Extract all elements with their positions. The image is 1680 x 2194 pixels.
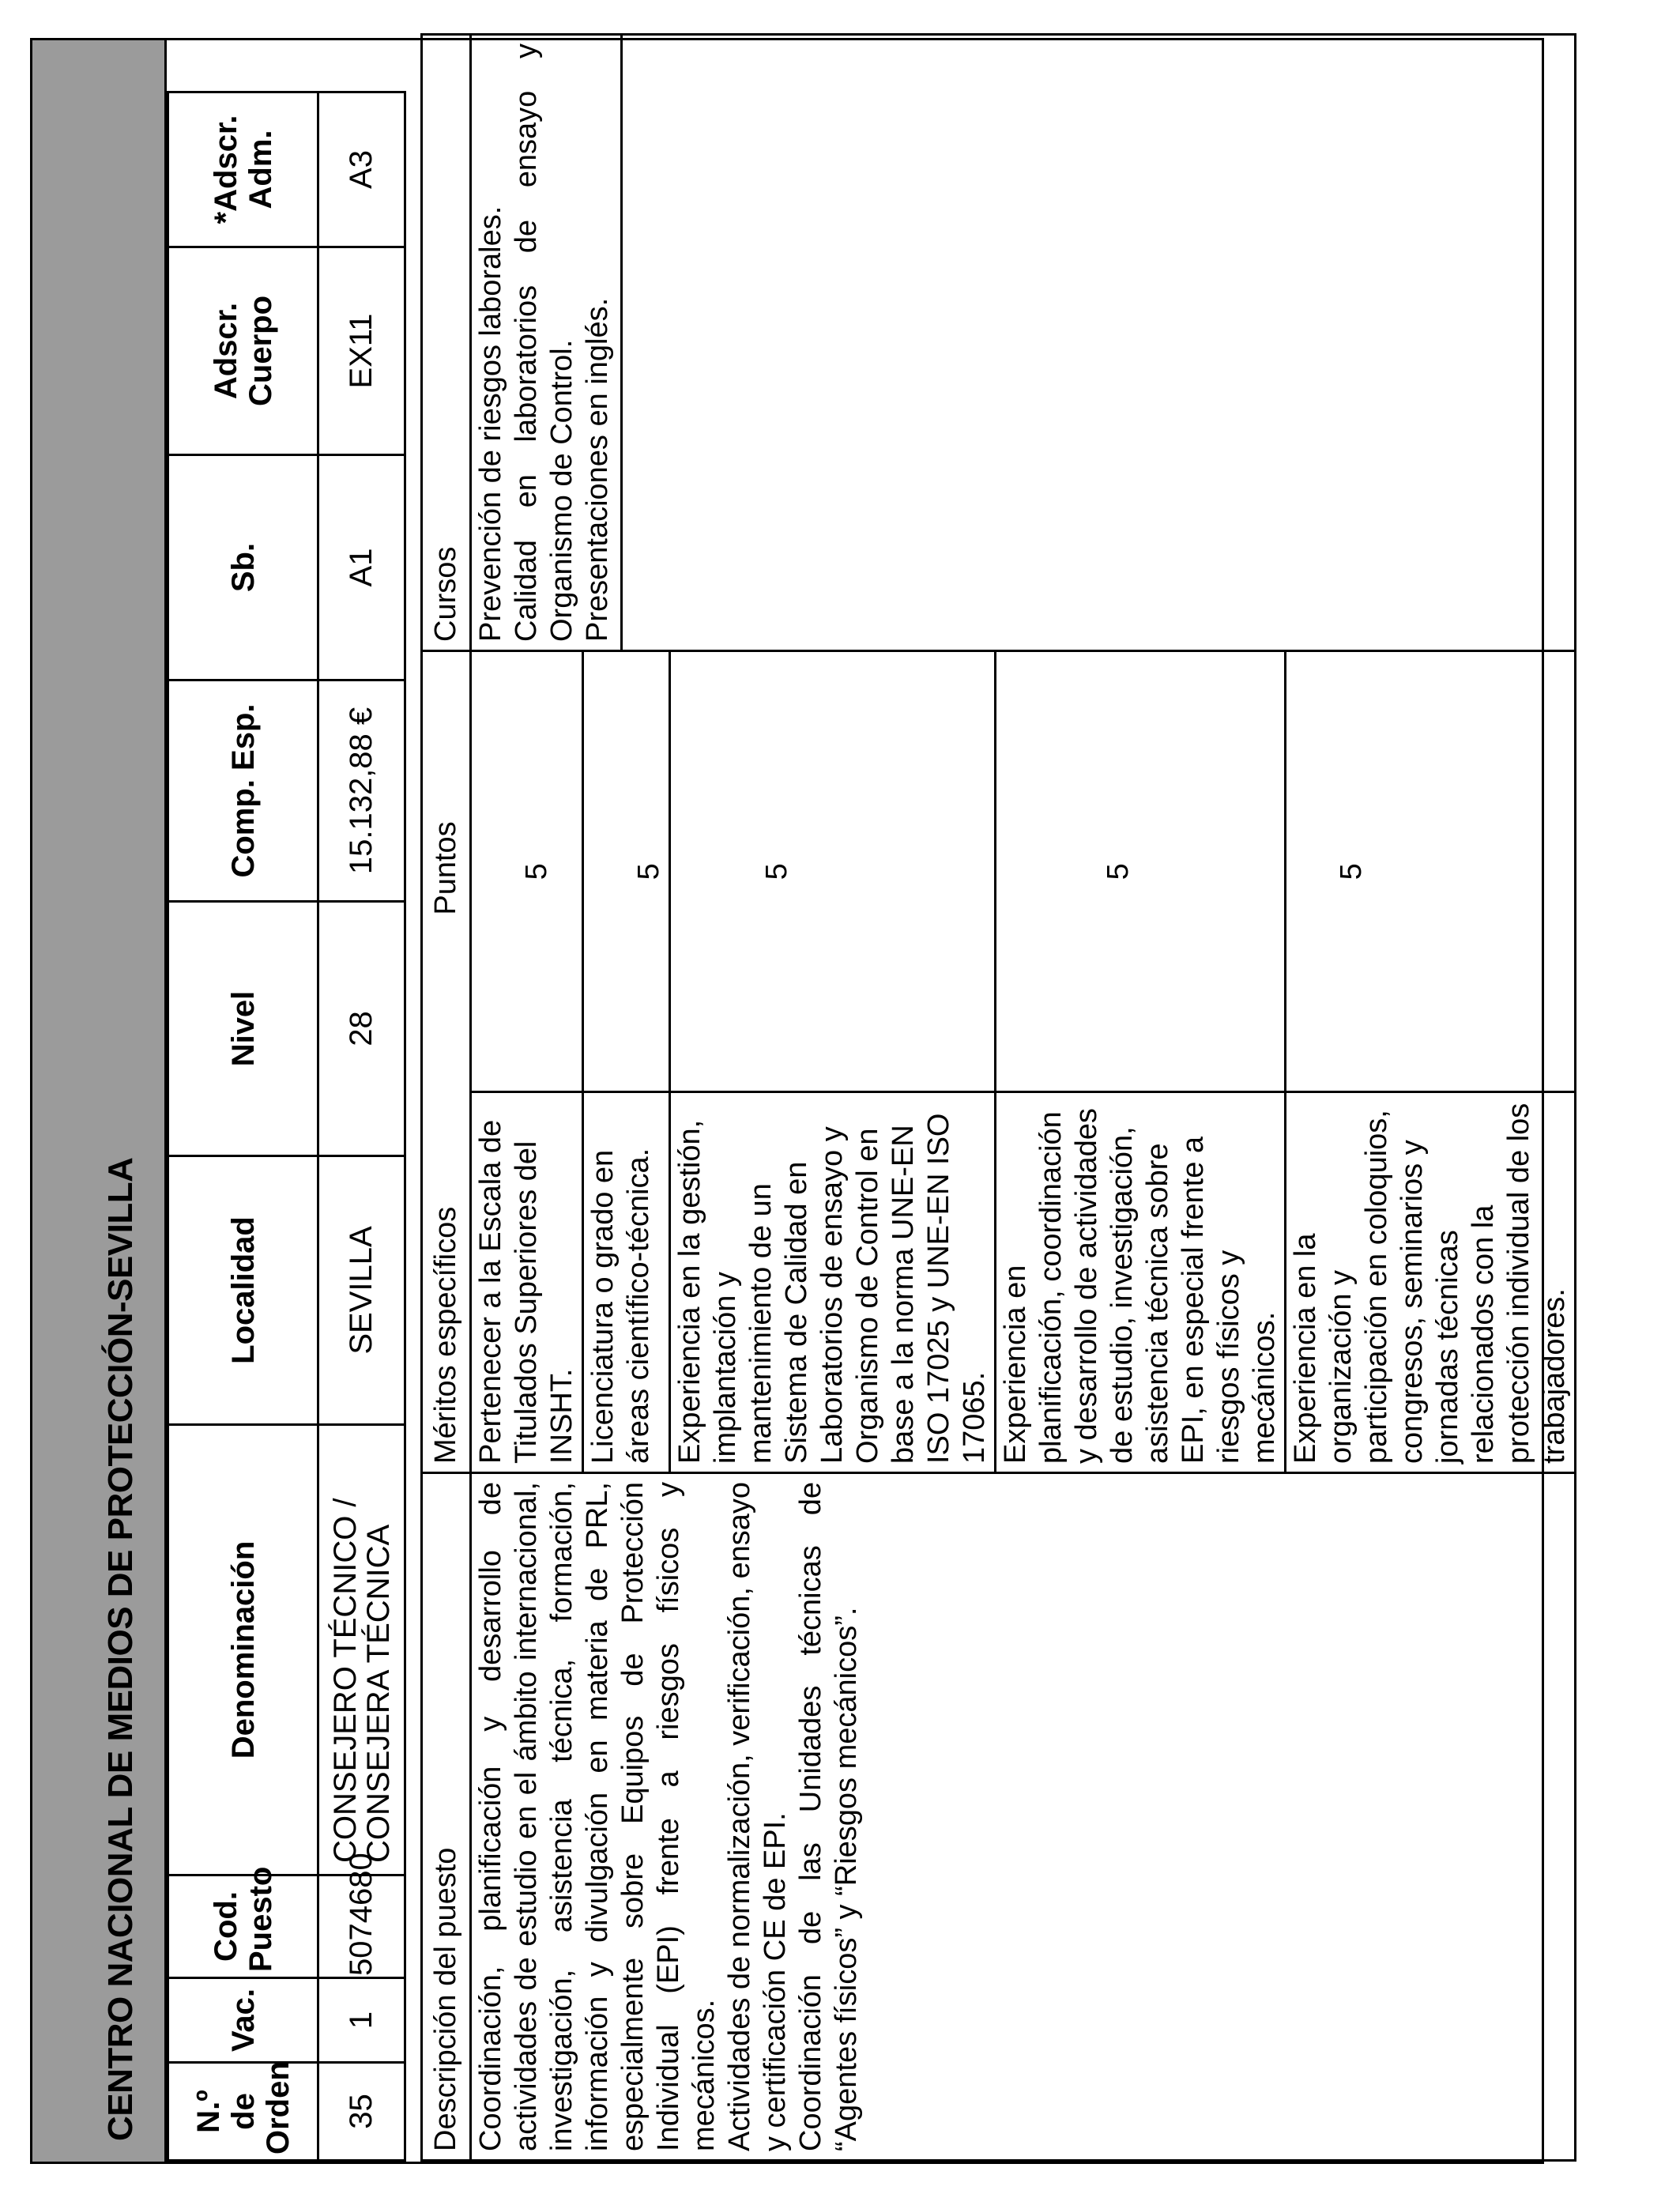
value-orden: 35 [318,2063,405,2161]
merito-points: 5 [996,652,1286,1092]
label-puntos: Puntos [429,821,462,915]
header-vac: Vac. [168,1978,318,2063]
merito-row [583,652,670,1472]
descripcion-paragraph: Actividades de normalización, verificación, ensayo y certificación CE de EPI. [723,1482,792,2151]
job-posting-table [30,38,1571,2164]
value-cod-puesto: 5074680 [318,1875,405,1978]
header-comp-esp: Comp. Esp. [168,680,318,902]
merito-text: Experiencia en la organización y participación en coloquios, congresos, seminarios y jornadas técnicas relacionados con la protección individual de los trabajadores. [1286,1092,1575,1472]
curso-item: Presentaciones en inglés. [581,297,614,642]
value-vac: 1 [318,1978,405,2063]
value-nivel: 28 [318,902,405,1156]
label-meritos: Méritos específicos [429,1206,462,1464]
header-row [168,35,318,2161]
merito-points: 5 [670,652,996,1092]
value-comp-esp: 15.132,88 € [318,680,405,902]
descripcion-cell [471,1473,1576,2161]
cursos-box [472,36,623,650]
header-denominacion: Denominación [168,1425,318,1875]
value-sb: A1 [318,455,405,680]
value-adscr-cuerpo: EX11 [318,247,405,455]
value-localidad: SEVILLA [318,1156,405,1425]
merito-row [472,652,583,1472]
merito-points: 5 [583,652,670,1092]
label-cursos: Cursos [422,35,471,651]
meritos-subtable [472,652,1574,1472]
merits-label-cell [422,651,471,1473]
section-title: CENTRO NACIONAL DE MEDIOS DE PROTECCIÓN-SEVILLA [32,40,167,2162]
header-localidad: Localidad [168,1156,318,1425]
labels-row [422,35,471,2161]
merito-row [670,652,996,1472]
header-adscr-adm: *Adscr. Adm. [168,92,318,247]
merits-table [420,33,1576,2162]
denominacion-line-2: CONSEJERA TÉCNICA [360,1524,396,1863]
denominacion-line-1: CONSEJERO TÉCNICO / [327,1498,363,1863]
label-descripcion: Descripción del puesto [422,1473,471,2161]
merito-row [1286,652,1575,1472]
value-adscr-adm: A3 [318,92,405,247]
descripcion-paragraph: Coordinación, planificación y desarrollo de actividades de estudio en el ámbito internacional, investigación, asistencia técnica, formación, información y divulgación en materia de PRL, especialmente sobre Equipos de Protección Individual (EPI) frente a riesgos físicos y mecánicos. [474,1482,721,2151]
merito-text: Experiencia en la gestión, implantación y mantenimiento de un Sistema de Calidad en Laboratorios de ensayo y Organismo de Control en base a la norma UNE-EN ISO 17025 y UNE-EN ISO 17065. [670,1092,996,1472]
header-orden: N.º de Orden [168,2063,318,2161]
merito-points: 5 [1286,652,1575,1092]
curso-item: Calidad en laboratorios de ensayo y Organismo de Control. [510,43,578,642]
meritos-cell [471,651,1576,1473]
merito-text: Licenciatura o grado en áreas científico-técnica. [583,1092,670,1472]
content-row [471,35,1576,2161]
merito-text: Experiencia en planificación, coordinación y desarrollo de actividades de estudio, investigación, asistencia técnica sobre EPI, en especial frente a riesgos físicos y mecánicos. [996,1092,1286,1472]
curso-item: Prevención de riesgos laborales. [474,205,507,642]
value-denominacion [318,1425,405,1875]
header-nivel: Nivel [168,902,318,1156]
cursos-cell [471,35,1576,651]
header-cod-puesto: Cod. Puesto [168,1875,318,1978]
header-adscr-cuerpo: Adscr. Cuerpo [168,247,318,455]
descripcion-paragraph: Coordinación de las Unidades técnicas de “Agentes físicos” y “Riesgos mecánicos”. [794,1482,863,2151]
position-header-table [167,33,406,2162]
value-row [318,35,405,2161]
header-filler [168,35,318,92]
merito-points: 5 [472,652,583,1092]
merito-row [996,652,1286,1472]
merito-text: Pertenecer a la Escala de Titulados Superiores del INSHT. [472,1092,583,1472]
header-sb: Sb. [168,455,318,680]
value-filler [318,35,405,92]
